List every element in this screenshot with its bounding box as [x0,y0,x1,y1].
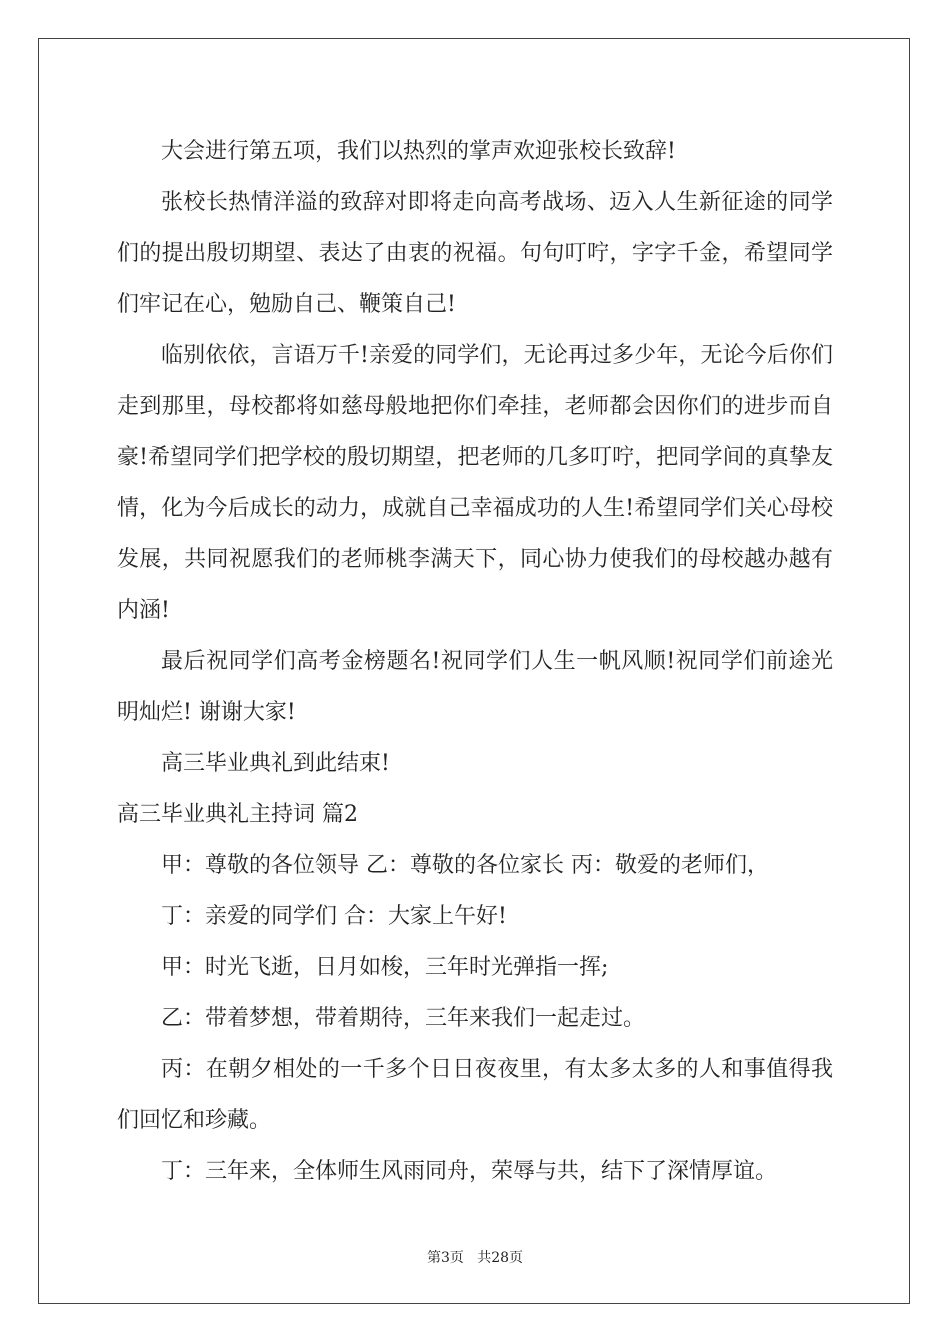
page-number-footer: 第3页 共28页 [426,1250,524,1266]
paragraph: 丁：亲爱的同学们 合：大家上午好! [161,904,507,929]
paragraph: 乙：带着梦想，带着期待，三年来我们一起走过。 [161,1006,646,1031]
paragraph: 临别依依，言语万千!亲爱的同学们，无论再过多少年，无论今后你们走到那里，母校都将如慈母般地把你们牵挂，老师都会因你们的进步而自豪!希望同学们把学校的殷切期望，把老师的几多叮咛，把同学间的真挚友情，化为今后成长的动力，成就自己幸福成功的人生!希望同学们关心母校发展，共同祝愿我们的老师桃李满天下，同心协力使我们的母校越办越有内涵! [117,343,833,623]
paragraph: 高三毕业典礼到此结束! [161,751,390,776]
document-body [117,126,833,1197]
paragraph: 张校长热情洋溢的致辞对即将走向高考战场、迈入人生新征途的同学们的提出殷切期望、表达了由衷的祝福。句句叮咛，字字千金，希望同学们牢记在心，勉励自己、鞭策自己! [117,190,833,317]
paragraph: 甲：尊敬的各位领导 乙：尊敬的各位家长 丙：敬爱的老师们， [161,853,769,878]
paragraph: 最后祝同学们高考金榜题名!祝同学们人生一帆风顺!祝同学们前途光明灿烂! 谢谢大家! [117,649,833,725]
paragraph: 大会进行第五项，我们以热烈的掌声欢迎张校长致辞! [161,139,676,164]
paragraph: 甲：时光飞逝，日月如梭，三年时光弹指一挥; [161,955,609,980]
paragraph: 丙：在朝夕相处的一千多个日日夜夜里，有太多太多的人和事值得我们回忆和珍藏。 [117,1057,833,1133]
paragraph: 丁：三年来，全体师生风雨同舟，荣辱与共，结下了深情厚谊。 [161,1159,778,1184]
section-heading: 高三毕业典礼主持词 篇2 [117,802,358,827]
